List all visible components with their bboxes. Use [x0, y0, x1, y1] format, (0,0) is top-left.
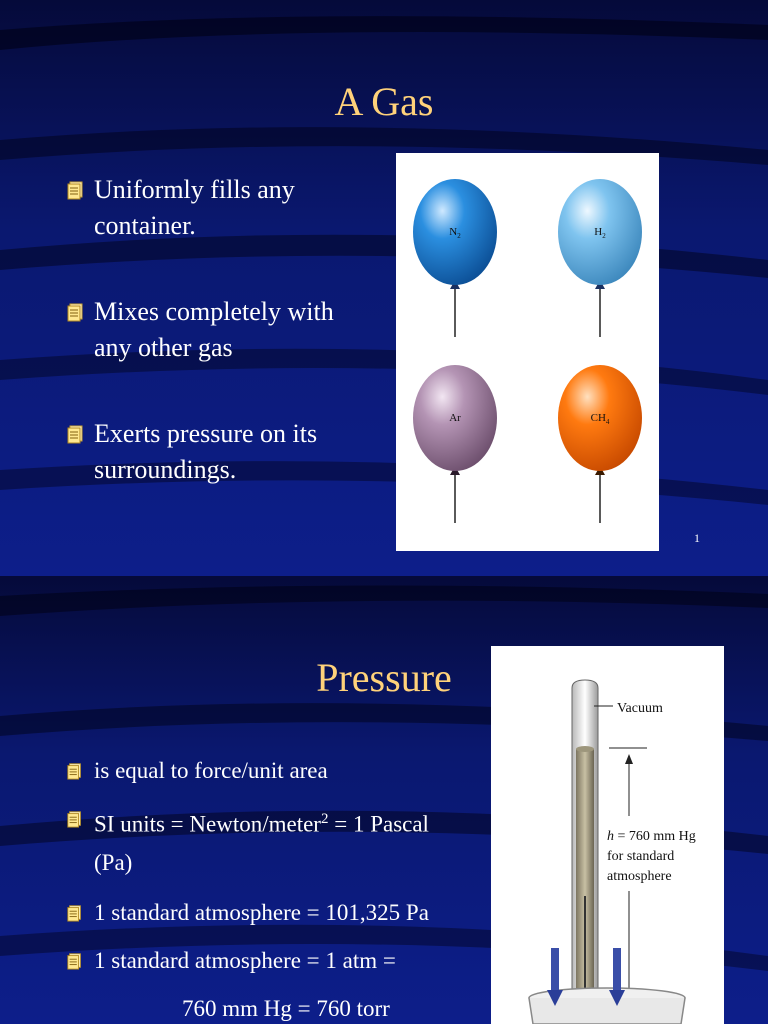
slide-title: Pressure: [316, 655, 452, 700]
slide-title: A Gas: [334, 79, 434, 124]
notebook-bullet-icon: [66, 904, 84, 922]
balloons-figure: [396, 153, 659, 551]
height-label-line2: for standard: [607, 849, 675, 864]
bullet-item: [66, 294, 376, 366]
bullet-text: is equal to force/unit area: [94, 758, 328, 783]
bullet-item: [66, 946, 486, 976]
bullet-item: [66, 416, 366, 488]
balloon-n2: [413, 179, 497, 337]
bullet-item: [66, 898, 486, 928]
bullet-text: 1 standard atmosphere = 101,325 Pa: [94, 900, 429, 925]
balloon-label: $N_2$: [449, 226, 461, 240]
bullet-text: (Pa): [94, 850, 133, 875]
slide-pressure: [0, 576, 768, 1024]
continuation-line: 760 mm Hg = 760 torr: [182, 996, 390, 1021]
balloon-label: Ar: [449, 412, 461, 424]
vacuum-label: Vacuum: [617, 701, 663, 716]
balloon-h2: [558, 179, 642, 337]
balloon-label: $H_2$: [594, 226, 606, 240]
superscript-two: 2: [320, 811, 329, 827]
notebook-bullet-icon: [66, 762, 84, 780]
notebook-bullet-icon: [66, 302, 86, 322]
bullet-text: Mixes completely with any other gas: [94, 297, 334, 362]
bullet-text: Uniformly fills any container.: [94, 175, 295, 240]
bullet-item: [66, 804, 486, 840]
balloon-label: $CH_4$: [590, 412, 610, 426]
barometer-figure: [491, 646, 724, 1024]
bullet-text: [66, 804, 486, 840]
bullet-text: 1 standard atmosphere = 1 atm =: [94, 948, 396, 973]
bullet-continuation: [66, 848, 486, 878]
balloon-ch4: [558, 365, 642, 523]
bullet-text: Exerts pressure on its surroundings.: [94, 419, 318, 484]
barometer-drawing: [491, 646, 724, 1024]
bullet-item: [66, 756, 486, 786]
height-label-line3: atmosphere: [607, 869, 672, 884]
notebook-bullet-icon: [66, 180, 86, 200]
page-number: 1: [694, 531, 700, 545]
balloon-ar: [413, 365, 497, 523]
balloons-drawing: [396, 153, 659, 551]
notebook-bullet-icon: [66, 810, 84, 828]
bullet-text-before: SI units = Newton/meter: [94, 811, 321, 837]
notebook-bullet-icon: [66, 424, 86, 444]
notebook-bullet-icon: [66, 952, 84, 970]
height-label: h = 760 mm Hg: [607, 829, 696, 844]
bullet-text-after: = 1 Pascal: [328, 811, 429, 837]
bullet-item: [66, 172, 356, 244]
